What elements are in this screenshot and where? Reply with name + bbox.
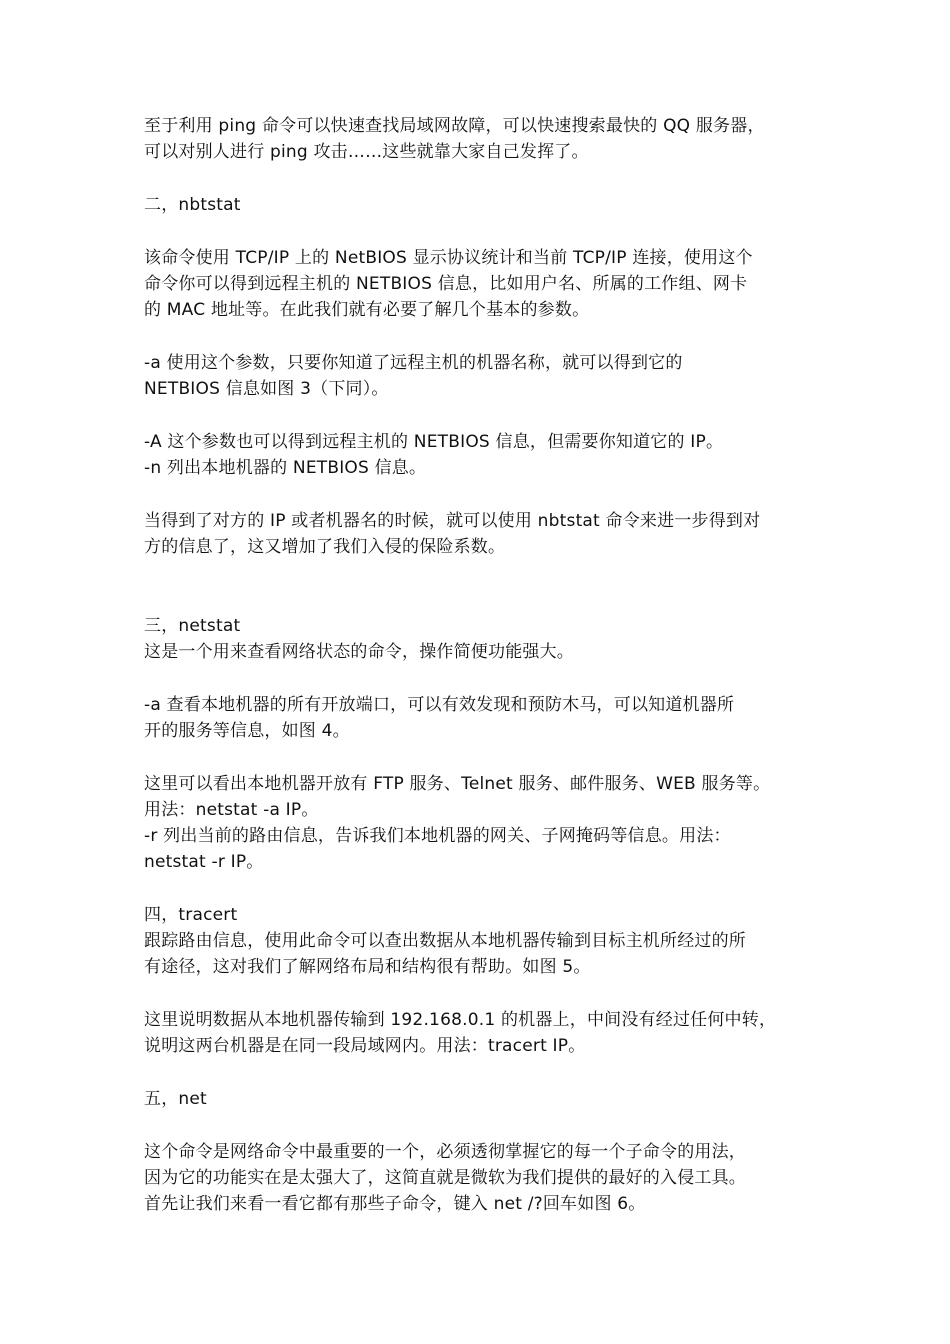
- text-line: netstat -r IP。: [144, 852, 264, 872]
- text-line: 有途径，这对我们了解网络布局和结构很有帮助。如图 5。: [144, 957, 591, 977]
- text-line: -A 这个参数也可以得到远程主机的 NETBIOS 信息，但需要你知道它的 IP。: [144, 432, 724, 452]
- text-line: 命令你可以得到远程主机的 NETBIOS 信息，比如用户名、所属的工作组、网卡: [144, 274, 748, 294]
- text-line: 开的服务等信息，如图 4。: [144, 721, 350, 741]
- section-heading-tracert: 四，tracert: [144, 905, 238, 925]
- text-line: 该命令使用 TCP/IP 上的 NetBIOS 显示协议统计和当前 TCP/IP 连接，使用这个: [144, 248, 753, 268]
- text-line: 这里说明数据从本地机器传输到 192.168.0.1 的机器上，中间没有经过任何中转，: [144, 1010, 777, 1030]
- section-heading-nbtstat: 二，nbtstat: [144, 195, 241, 215]
- section-heading-net: 五，net: [144, 1089, 207, 1109]
- text-line: -a 查看本地机器的所有开放端口，可以有效发现和预防木马，可以知道机器所: [144, 695, 735, 715]
- text-line: -n 列出本地机器的 NETBIOS 信息。: [144, 458, 427, 478]
- text-line: 这个命令是网络命令中最重要的一个，必须透彻掌握它的每一个子命令的用法，: [144, 1142, 746, 1162]
- text-line: 这是一个用来查看网络状态的命令，操作简便功能强大。: [144, 642, 574, 662]
- text-line: 首先让我们来看一看它都有那些子命令，键入 net /?回车如图 6。: [144, 1194, 646, 1214]
- text-line: 至于利用 ping 命令可以快速查找局域网故障，可以快速搜索最快的 QQ 服务器，: [144, 116, 765, 136]
- document-body: [144, 113, 812, 1217]
- text-line: 的 MAC 地址等。在此我们就有必要了解几个基本的参数。: [144, 300, 590, 320]
- text-line: 方的信息了，这又增加了我们入侵的保险系数。: [144, 537, 506, 557]
- text-line: 用法：netstat -a IP。: [144, 800, 319, 820]
- text-line: -a 使用这个参数，只要你知道了远程主机的机器名称，就可以得到它的: [144, 353, 683, 373]
- text-line: 可以对别人进行 ping 攻击……这些就靠大家自己发挥了。: [144, 142, 589, 162]
- text-line: 因为它的功能实在是太强大了，这简直就是微软为我们提供的最好的入侵工具。: [144, 1168, 746, 1188]
- text-line: 跟踪路由信息，使用此命令可以查出数据从本地机器传输到目标主机所经过的所: [144, 931, 746, 951]
- text-line: NETBIOS 信息如图 3（下同）。: [144, 379, 389, 399]
- text-line: 说明这两台机器是在同一段局域网内。用法：tracert IP。: [144, 1036, 586, 1056]
- text-line: 这里可以看出本地机器开放有 FTP 服务、Telnet 服务、邮件服务、WEB 服务等。: [144, 774, 771, 794]
- section-heading-netstat: 三，netstat: [144, 616, 241, 636]
- text-line: 当得到了对方的 IP 或者机器名的时候，就可以使用 nbtstat 命令来进一步得到对: [144, 511, 761, 531]
- text-line: -r 列出当前的路由信息，告诉我们本地机器的网关、子网掩码等信息。用法：: [144, 826, 731, 846]
